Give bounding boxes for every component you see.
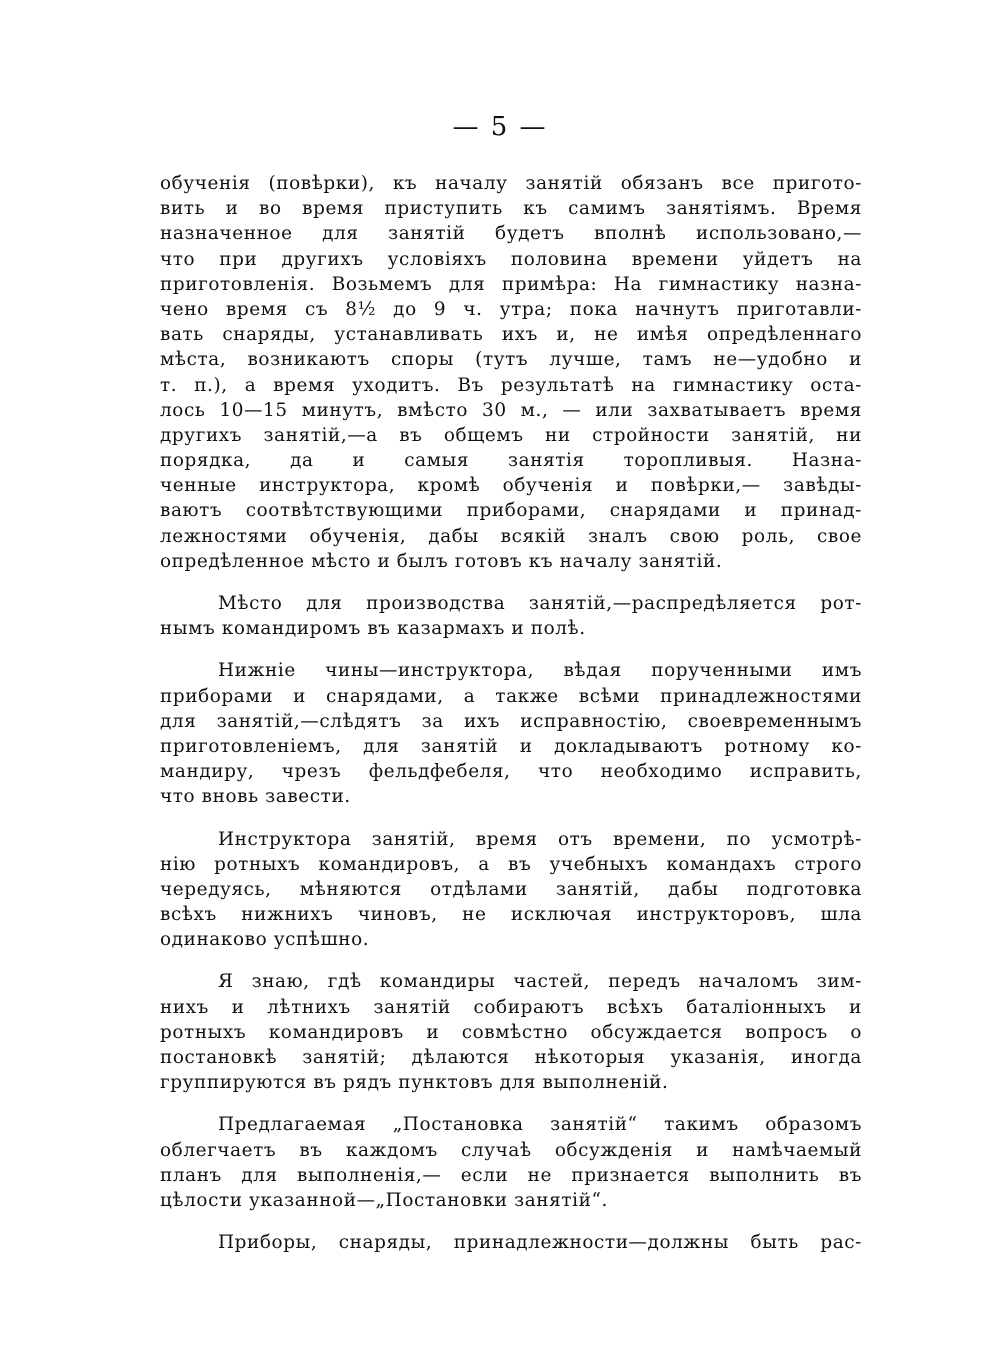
text-line: постановкѣ занятій; дѣлаются нѣкоторыя указанія, иногда [160,1047,862,1068]
text-line: планъ для выполненія,— если не признается выполнить въ [160,1164,862,1186]
text-line: Мѣсто для производства занятій,—распредѣляется рот- [218,593,862,614]
paragraph [160,969,862,1095]
text-line: порядка, да и самыя занятія торопливыя. Назна- [160,450,862,472]
text-line: вить и во время приступить къ самимъ занятіямъ. Время [160,198,862,220]
text-line: другихъ занятій,—а въ общемъ ни стройности занятій, ни [160,424,862,446]
text-line: ченные инструктора, кромѣ обученія и повѣрки,— завѣды- [160,475,862,497]
text-line: приготовленія. Возьмемъ для примѣра: На гимнастику назна- [160,273,862,295]
text-line: обученія (повѣрки), къ началу занятій обязанъ все пригото- [160,173,862,194]
paragraph [160,1230,862,1255]
text-line: Нижніе чины—инструктора, вѣдая порученными имъ [218,660,862,682]
text-line: чено время съ 8½ до 9 ч. утра; пока начнутъ приготавли- [160,298,862,320]
text-line: ротныхъ командировъ и совмѣстно обсуждается вопросъ о [160,1021,862,1043]
text-line: Предлагаемая „Постановка занятій“ такимъ образомъ [218,1114,862,1136]
text-line: облегчаетъ въ каждомъ случаѣ обсужденія и намѣчаемый [160,1139,862,1161]
text-line: ваютъ соотвѣтствующими приборами, снарядами и принад- [160,500,862,522]
text-line: т. п.), а время уходитъ. Въ результатѣ на гимнастику оста- [160,374,862,396]
text-line: чередуясь, мѣняются отдѣлами занятій, дабы подготовка [160,878,862,900]
text-line: одинаково успѣшно. [160,929,370,951]
text-line: лежностями обученія, дабы всякій зналъ свою роль, свое [160,525,862,547]
text-line: что при другихъ условіяхъ половина времени уйдетъ на [160,248,862,270]
text-line: приготовленіемъ, для занятій и докладываютъ ротному ко- [160,735,862,757]
paragraph [160,171,862,574]
text-line: Я знаю, гдѣ командиры частей, передъ началомъ зим- [218,971,862,993]
paragraph [160,1112,862,1213]
text-line: всѣхъ нижнихъ чиновъ, не исключая инструкторовъ, шла [160,904,862,926]
text-line: для занятій,—слѣдятъ за ихъ исправностію, своевременнымъ [160,710,862,732]
text-line: цѣлости указанной—„Постановки занятій“. [160,1189,608,1211]
text-line: нымъ командиромъ въ казармахъ и полѣ. [160,618,586,640]
text-line: опредѣленное мѣсто и былъ готовъ къ началу занятій. [160,550,723,572]
paragraph [160,591,862,641]
text-line: приборами и снарядами, а также всѣми принадлежностями [160,685,862,707]
text-line: назначенное для занятій будетъ вполнѣ использовано,— [160,223,862,245]
text-line: Приборы, снаряды, принадлежности—должны быть рас- [218,1232,862,1254]
text-line: мандиру, чрезъ фельдфебеля, что необходимо исправить, [160,761,862,783]
text-line: лось 10—15 минутъ, вмѣсто 30 м., — или захватываетъ время [160,399,862,421]
text-line: нихъ и лѣтнихъ занятій собираютъ всѣхъ баталіонныхъ и [160,996,862,1018]
paragraph [160,827,862,953]
text-line: Инструктора занятій, время отъ времени, по усмотрѣ- [218,828,862,850]
page-number: — 5 — [452,112,548,142]
text-line: что вновь завести. [160,786,351,808]
paragraph [160,658,862,809]
text-line: нію ротныхъ командировъ, а въ учебныхъ командахъ строго [160,853,862,875]
text-line: вать снаряды, устанавливать ихъ и, не имѣя опредѣленнаго [160,324,862,346]
text-line: группируются въ рядъ пунктовъ для выполненій. [160,1072,669,1094]
text-line: мѣста, возникаютъ споры (тутъ лучше, тамъ не—удобно и [160,349,862,371]
body-text [160,171,862,1255]
